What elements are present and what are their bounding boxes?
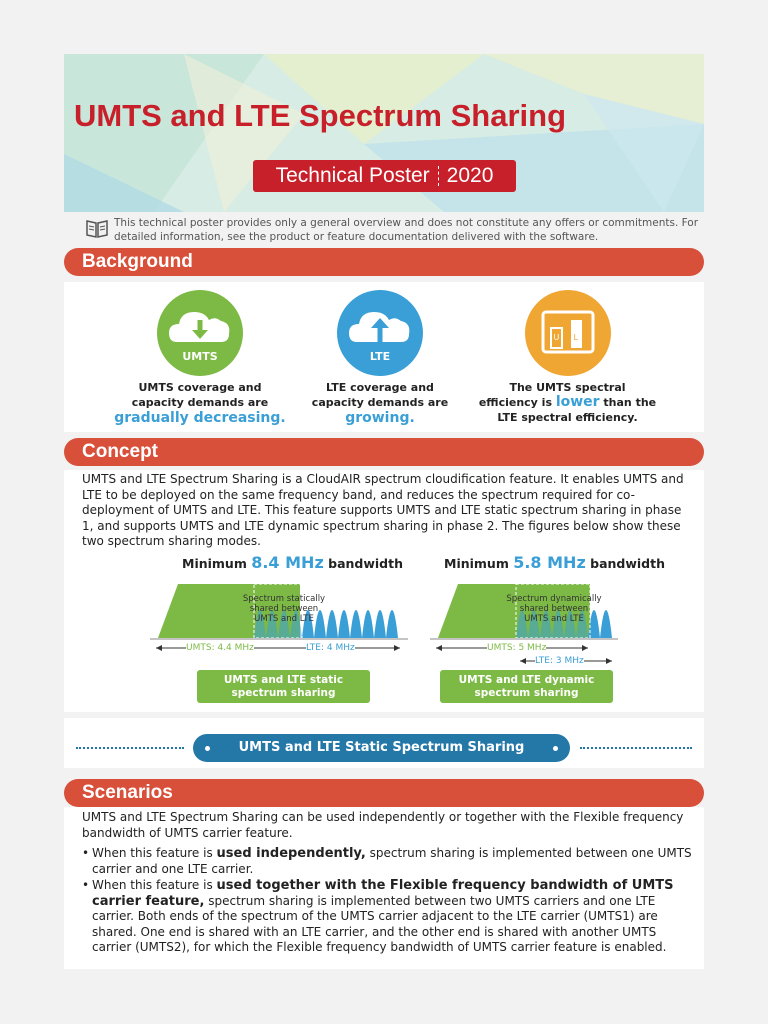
- efficiency-caption-line3: LTE spectral efficiency.: [497, 411, 638, 424]
- umts-caption-line1: UMTS coverage and: [138, 381, 262, 394]
- umts-caption-line2: capacity demands are: [131, 396, 269, 409]
- pill-dot-left: [205, 746, 210, 751]
- lte-caption-highlight: growing.: [345, 410, 415, 426]
- badge-label: Technical Poster: [275, 164, 430, 187]
- dynamic-bandwidth-title: Minimum 5.8 MHz bandwidth: [444, 553, 666, 572]
- dynamic-sharing-button[interactable]: UMTS and LTE dynamic spectrum sharing: [440, 670, 613, 703]
- static-shared-note: Spectrum statically shared between UMTS and LTE: [242, 594, 326, 624]
- efficiency-highlight: lower: [555, 394, 600, 410]
- background-item-efficiency: [470, 290, 665, 425]
- bullet-dot: •: [82, 878, 90, 892]
- concept-description: UMTS and LTE Spectrum Sharing is a CloudAIR spectrum cloudification feature. It enables UMTS and LTE to be deployed on the same frequency band, and reduces the spectrum required for co-deployment of UMTS and LTE. This feature supports UMTS and LTE static spectrum sharing in phase 1, and supports UMTS and LTE dynamic spectrum sharing in phase 2. The figures below show these two spectrum sharing modes.: [82, 472, 684, 549]
- efficiency-caption-line1: The UMTS spectral: [509, 381, 626, 394]
- poster-title: UMTS and LTE Spectrum Sharing: [73, 98, 567, 133]
- cloud-download-icon: [157, 290, 243, 376]
- static-bandwidth-value: 8.4 MHz: [251, 553, 324, 572]
- scenarios-intro: UMTS and LTE Spectrum Sharing can be used independently or together with the Flexible frequency bandwidth of UMTS carrier feature.: [82, 810, 684, 840]
- divider-dash-right: [580, 747, 692, 749]
- bar-u-label: U: [553, 333, 560, 342]
- umts-caption-highlight: gradually decreasing.: [114, 410, 286, 426]
- dynamic-spectrum-diagram: [430, 576, 620, 676]
- background-item-umts: [110, 290, 290, 426]
- book-icon: [86, 218, 108, 238]
- disclaimer-text: This technical poster provides only a general overview and does not constitute any offers or commitments. For detailed information, see the product or feature documentation delivered with the software.: [114, 217, 699, 243]
- efficiency-caption-line2: efficiency is lower than the: [478, 394, 657, 410]
- bar-chart-icon: [525, 290, 611, 376]
- umts-icon-label: UMTS: [182, 350, 218, 363]
- section-heading-concept: Concept: [64, 438, 704, 466]
- static-sharing-button[interactable]: UMTS and LTE static spectrum sharing: [197, 670, 370, 703]
- dynamic-lte-label: LTE: 3 MHz: [535, 656, 584, 666]
- static-umts-label: UMTS: 4.4 MHz: [186, 643, 254, 653]
- static-sharing-pill[interactable]: [193, 734, 570, 762]
- scenario-independent-bold: used independently,: [216, 846, 366, 861]
- bullet-dot: •: [82, 846, 90, 860]
- divider-dash-left: [76, 747, 184, 749]
- background-item-lte: [290, 290, 470, 426]
- static-bandwidth-title: Minimum 8.4 MHz bandwidth: [182, 553, 404, 572]
- scenario-combined-bold: used together with the Flexible frequency bandwidth of UMTS carrier feature,: [92, 878, 674, 909]
- dynamic-bandwidth-value: 5.8 MHz: [513, 553, 586, 572]
- lte-caption-line2: capacity demands are: [311, 396, 449, 409]
- badge-separator: [438, 166, 439, 186]
- lte-caption-line1: LTE coverage and: [326, 381, 434, 394]
- scenario-independent: When this feature is used independently, spectrum sharing is implemented between one UMTS carrier and one LTE carrier.: [92, 846, 692, 876]
- static-lte-label: LTE: 4 MHz: [306, 643, 355, 653]
- scenario-combined: When this feature is used together with the Flexible frequency bandwidth of UMTS carrier feature, spectrum sharing is implemented between two UMTS carriers and one LTE carrier. Both ends of the spectrum of the UMTS carrier adjacent to the LTE carrier (UMTS1) are shared. One end is shared with an LTE carrier, and the other end is shared with another UMTS carrier (UMTS2), for which the Flexible frequency bandwidth of UMTS carrier feature is enabled.: [92, 878, 674, 955]
- cloud-upload-icon: [337, 290, 423, 376]
- section-heading-background: Background: [64, 248, 704, 276]
- badge-year: 2020: [446, 164, 494, 187]
- lte-icon-label: LTE: [369, 350, 391, 363]
- pill-dot-right: [553, 746, 558, 751]
- technical-poster-badge: [253, 160, 516, 192]
- pill-label: UMTS and LTE Static Spectrum Sharing: [238, 740, 525, 755]
- section-heading-scenarios: Scenarios: [64, 779, 704, 807]
- dynamic-umts-label: UMTS: 5 MHz: [487, 643, 547, 653]
- bar-l-label: L: [573, 333, 578, 342]
- dynamic-shared-note: Spectrum dynamically shared between UMTS and LTE: [506, 594, 602, 624]
